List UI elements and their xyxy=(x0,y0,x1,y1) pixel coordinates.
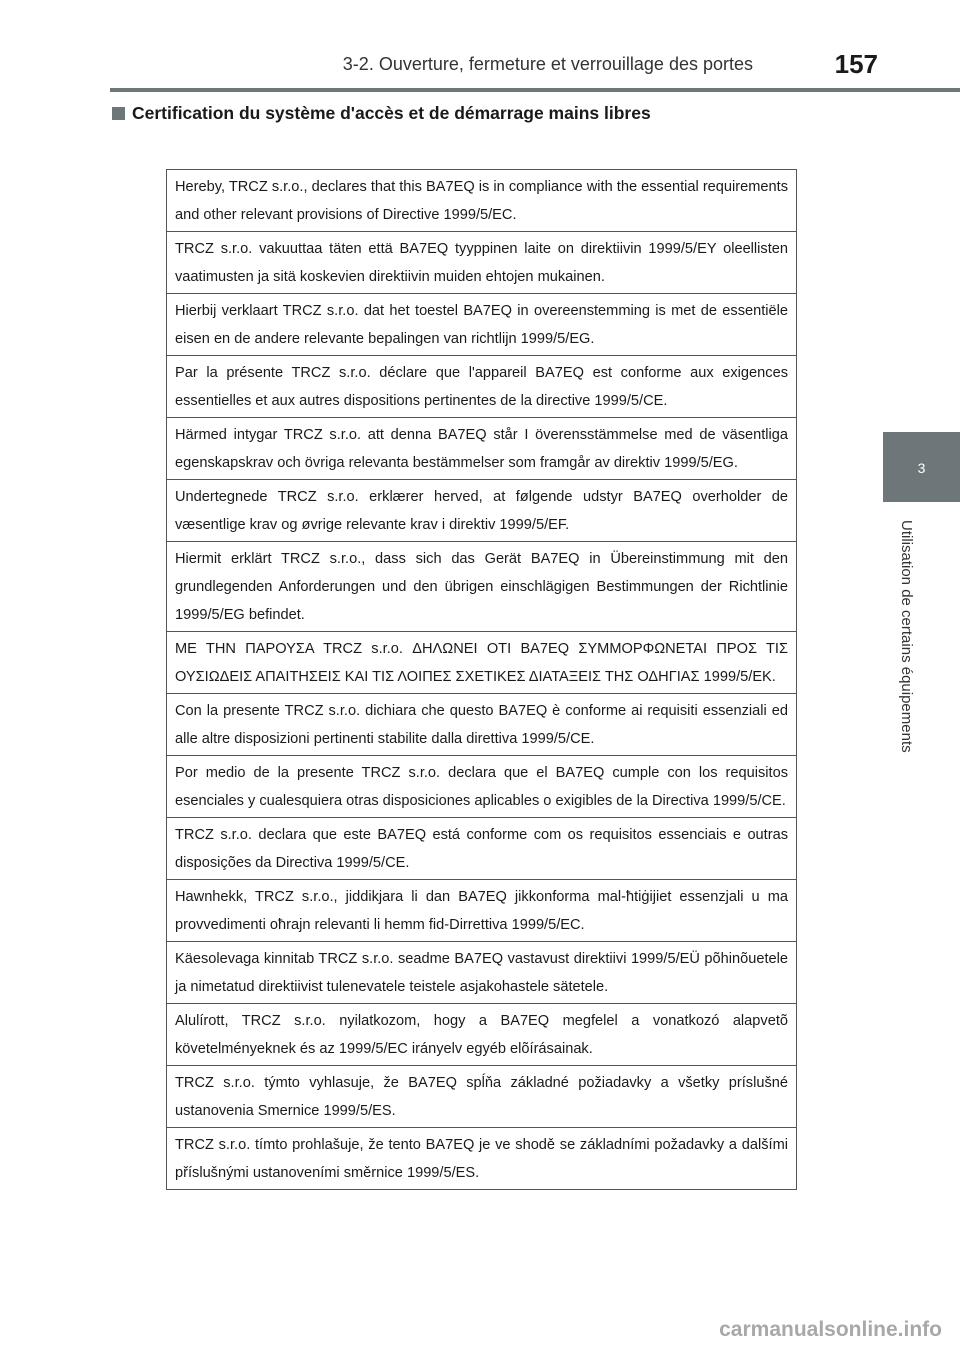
declaration-spanish: Por medio de la presente TRCZ s.r.o. declara que el BA7EQ cumple con los requisitos esenciales y cualesquiera otras disposiciones aplicables o exigibles de la Directiva 1999/5/CE. xyxy=(167,756,797,818)
declaration-finnish: TRCZ s.r.o. vakuuttaa täten että BA7EQ tyyppinen laite on direktiivin 1999/5/EY oleellisten vaatimusten ja sitä koskevien direktiivin muiden ehtojen mukainen. xyxy=(167,232,797,294)
running-head: 3-2. Ouverture, fermeture et verrouillage des portes xyxy=(342,54,753,74)
table-row xyxy=(167,232,797,294)
table-row xyxy=(167,480,797,542)
table-row xyxy=(167,1066,797,1128)
declaration-dutch: Hierbij verklaart TRCZ s.r.o. dat het toestel BA7EQ in overeenstemming is met de essentiële eisen en de andere relevante bepalingen van richtlijn 1999/5/EG. xyxy=(167,294,797,356)
table-row xyxy=(167,756,797,818)
declaration-slovak: TRCZ s.r.o. týmto vyhlasuje, že BA7EQ spĺňa základné požiadavky a všetky príslušné ustanovenia Smernice 1999/5/ES. xyxy=(167,1066,797,1128)
declaration-italian: Con la presente TRCZ s.r.o. dichiara che questo BA7EQ è conforme ai requisiti essenziali ed alle altre disposizioni pertinenti stabilite dalla direttiva 1999/5/CE. xyxy=(167,694,797,756)
declaration-hungarian: Alulírott, TRCZ s.r.o. nyilatkozom, hogy a BA7EQ megfelel a vonatkozó alapvetõ követelményeknek és az 1999/5/EC irányelv egyéb elõírásainak. xyxy=(167,1004,797,1066)
table-row xyxy=(167,356,797,418)
declaration-portuguese: TRCZ s.r.o. declara que este BA7EQ está conforme com os requisitos essenciais e outras disposições da Directiva 1999/5/CE. xyxy=(167,818,797,880)
table-row xyxy=(167,542,797,632)
page-number: 157 xyxy=(834,49,878,79)
table-row xyxy=(167,632,797,694)
table-row xyxy=(167,170,797,232)
declaration-english: Hereby, TRCZ s.r.o., declares that this BA7EQ is in compliance with the essential requirements and other relevant provisions of Directive 1999/5/EC. xyxy=(167,170,797,232)
declaration-french: Par la présente TRCZ s.r.o. déclare que l'appareil BA7EQ est conforme aux exigences essentielles et aux autres dispositions pertinentes de la directive 1999/5/CE. xyxy=(167,356,797,418)
declaration-maltese: Hawnhekk, TRCZ s.r.o., jiddikjara li dan BA7EQ jikkonforma mal-ħtiġijiet essenzjali u ma provvedimenti oħrajn relevanti li hemm fid-Dirrettiva 1999/5/EC. xyxy=(167,880,797,942)
chapter-tab xyxy=(883,432,960,502)
declaration-danish: Undertegnede TRCZ s.r.o. erklærer herved, at følgende udstyr BA7EQ overholder de væsentlige krav og øvrige relevante krav i direktiv 1999/5/EF. xyxy=(167,480,797,542)
table-row xyxy=(167,942,797,1004)
declaration-estonian: Käesolevaga kinnitab TRCZ s.r.o. seadme BA7EQ vastavust direktiivi 1999/5/EÜ põhinõuetele ja nimetatud direktiivist tulenevatele teistele asjakohastele sätetele. xyxy=(167,942,797,1004)
declarations-table xyxy=(166,169,797,1190)
declaration-czech: TRCZ s.r.o. tímto prohlašuje, že tento BA7EQ je ve shodě se základními požadavky a dalšími příslušnými ustanoveními směrnice 1999/5/ES. xyxy=(167,1128,797,1190)
square-bullet-icon xyxy=(112,107,125,120)
chapter-number: 3 xyxy=(917,460,926,476)
chapter-label: Utilisation de certains équipements xyxy=(898,520,915,753)
table-row xyxy=(167,1128,797,1190)
header-rule xyxy=(110,88,960,92)
table-row xyxy=(167,1004,797,1066)
table-row xyxy=(167,818,797,880)
table-row xyxy=(167,694,797,756)
table-row xyxy=(167,294,797,356)
declaration-swedish: Härmed intygar TRCZ s.r.o. att denna BA7EQ står I överensstämmelse med de väsentliga egenskapskrav och övriga relevanta bestämmelser som framgår av direktiv 1999/5/EG. xyxy=(167,418,797,480)
table-row xyxy=(167,880,797,942)
declaration-german: Hiermit erklärt TRCZ s.r.o., dass sich das Gerät BA7EQ in Übereinstimmung mit den grundlegenden Anforderungen und den übrigen einschlägigen Bestimmungen der Richtlinie 1999/5/EG befindet. xyxy=(167,542,797,632)
declaration-greek: ΜΕ ΤΗΝ ΠΑΡΟΥΣΑ TRCZ s.r.o. ΔΗΛΩΝΕΙ ΟΤΙ BA7EQ ΣΥΜΜΟΡΦΩΝΕΤΑΙ ΠΡΟΣ ΤΙΣ ΟΥΣΙΩΔΕΙΣ ΑΠΑΙΤΗΣΕΙΣ ΚΑΙ ΤΙΣ ΛΟΙΠΕΣ ΣΧΕΤΙΚΕΣ ΔΙΑΤΑΞΕΙΣ ΤΗΣ ΟΔΗΓΙΑΣ 1999/5/ΕΚ. xyxy=(167,632,797,694)
section-heading-text: Certification du système d'accès et de démarrage mains libres xyxy=(132,103,651,123)
table-row xyxy=(167,418,797,480)
section-heading xyxy=(112,103,651,124)
watermark: carmanualsonline.info xyxy=(719,1318,942,1341)
